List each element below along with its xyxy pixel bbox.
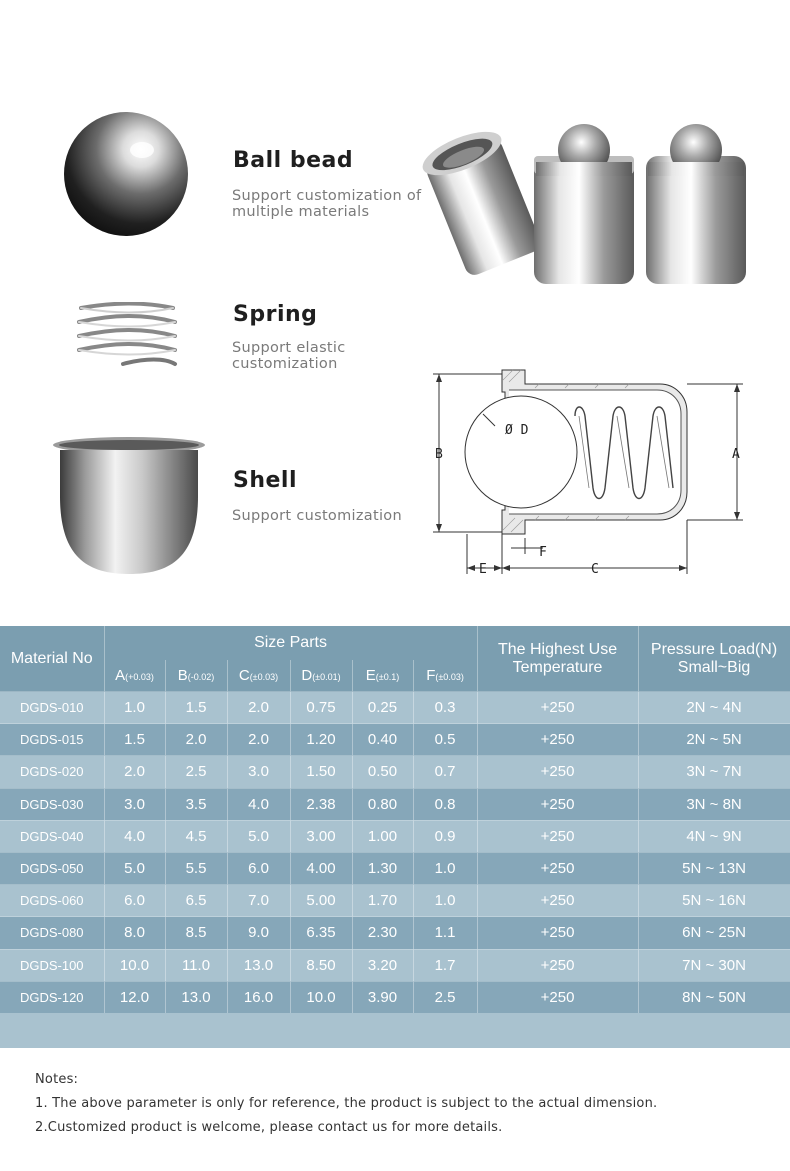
table-cell: 5.0 — [227, 820, 290, 852]
col-dim-b: B(-0.02) — [165, 660, 227, 692]
table-cell: DGDS-050 — [0, 852, 104, 884]
table-cell: 0.8 — [413, 788, 477, 820]
table-cell: 1.30 — [352, 852, 413, 884]
table-cell: 6N ~ 25N — [638, 917, 790, 949]
table-row — [0, 949, 790, 981]
table-cell: 11.0 — [165, 949, 227, 981]
shell-image — [52, 436, 207, 578]
col-material-no: Material No — [0, 626, 104, 692]
table-cell: 7.0 — [227, 885, 290, 917]
table-cell: 0.5 — [413, 724, 477, 756]
table-cell: 6.35 — [290, 917, 352, 949]
table-cell: 0.80 — [352, 788, 413, 820]
spring-title: Spring — [233, 302, 318, 327]
col-pressure-load: Pressure Load(N) Small~Big — [638, 626, 790, 692]
table-cell: 8.50 — [290, 949, 352, 981]
table-cell: DGDS-040 — [0, 820, 104, 852]
ball-bead-title: Ball bead — [233, 148, 354, 173]
table-cell: 10.0 — [104, 949, 165, 981]
table-row — [0, 692, 790, 724]
dim-label-d: Ø D — [505, 423, 529, 438]
table-cell: 4.0 — [104, 820, 165, 852]
table-cell: 4.00 — [290, 852, 352, 884]
table-row — [0, 885, 790, 917]
table-cell: DGDS-015 — [0, 724, 104, 756]
table-cell: 5.5 — [165, 852, 227, 884]
spring-desc: Support elastic customization — [232, 340, 346, 372]
dim-label-c: C — [591, 562, 599, 577]
table-row — [0, 917, 790, 949]
ball-bead-image — [62, 110, 192, 240]
shell-desc: Support customization — [232, 508, 402, 524]
table-cell: 0.50 — [352, 756, 413, 788]
table-cell: 10.0 — [290, 981, 352, 1013]
table-cell: DGDS-010 — [0, 692, 104, 724]
table-cell: 4N ~ 9N — [638, 820, 790, 852]
spec-table — [0, 626, 790, 1048]
table-cell: 1.50 — [290, 756, 352, 788]
table-row — [0, 981, 790, 1013]
table-cell: 4.0 — [227, 788, 290, 820]
table-cell: 3N ~ 7N — [638, 756, 790, 788]
table-cell: 13.0 — [227, 949, 290, 981]
table-cell: 1.20 — [290, 724, 352, 756]
table-cell: 0.40 — [352, 724, 413, 756]
table-cell: 0.75 — [290, 692, 352, 724]
table-cell: 2.0 — [227, 724, 290, 756]
dim-label-b: B — [435, 447, 443, 462]
table-cell: +250 — [477, 788, 638, 820]
dim-label-e: E — [479, 562, 487, 577]
table-cell: 5.0 — [104, 852, 165, 884]
table-cell: 1.0 — [413, 852, 477, 884]
table-cell: +250 — [477, 917, 638, 949]
table-cell: 1.5 — [165, 692, 227, 724]
table-cell: 9.0 — [227, 917, 290, 949]
table-cell: 8.5 — [165, 917, 227, 949]
notes-line-1: 1. The above parameter is only for reference, the product is subject to the actual dimension. — [35, 1096, 658, 1111]
table-row — [0, 820, 790, 852]
table-cell: +250 — [477, 949, 638, 981]
table-cell: +250 — [477, 756, 638, 788]
table-cell: 1.7 — [413, 949, 477, 981]
ball-bead-desc: Support customization of multiple materials — [232, 188, 422, 220]
table-cell: 2.0 — [227, 692, 290, 724]
dim-label-a: A — [732, 447, 740, 462]
technical-drawing — [425, 368, 755, 578]
table-cell: +250 — [477, 885, 638, 917]
table-cell: 2.5 — [165, 756, 227, 788]
table-cell: 5N ~ 16N — [638, 885, 790, 917]
table-cell: 0.3 — [413, 692, 477, 724]
table-cell: 3.20 — [352, 949, 413, 981]
dim-label-f: F — [539, 545, 547, 560]
table-cell: 1.0 — [104, 692, 165, 724]
table-cell: 0.9 — [413, 820, 477, 852]
table-cell: 0.25 — [352, 692, 413, 724]
table-cell: 6.0 — [104, 885, 165, 917]
table-cell: 8.0 — [104, 917, 165, 949]
table-cell: DGDS-080 — [0, 917, 104, 949]
ball-plunger-photo — [410, 118, 755, 290]
spring-image — [75, 302, 180, 372]
table-cell: 12.0 — [104, 981, 165, 1013]
table-cell: DGDS-100 — [0, 949, 104, 981]
table-cell: 3.00 — [290, 820, 352, 852]
table-cell: 4.5 — [165, 820, 227, 852]
table-cell: 6.0 — [227, 852, 290, 884]
table-cell: 0.7 — [413, 756, 477, 788]
size-parts-header: Size Parts — [104, 626, 477, 660]
table-cell: 7N ~ 30N — [638, 949, 790, 981]
table-row — [0, 724, 790, 756]
notes-heading: Notes: — [35, 1072, 79, 1087]
table-cell: 3.0 — [104, 788, 165, 820]
table-cell: 2N ~ 4N — [638, 692, 790, 724]
notes-line-2: 2.Customized product is welcome, please contact us for more details. — [35, 1120, 503, 1135]
col-temperature: The Highest Use Temperature — [477, 626, 638, 692]
table-cell: 2.38 — [290, 788, 352, 820]
table-cell: +250 — [477, 852, 638, 884]
table-cell: 3N ~ 8N — [638, 788, 790, 820]
table-cell: 2.0 — [104, 756, 165, 788]
table-cell: 1.5 — [104, 724, 165, 756]
table-cell: 1.0 — [413, 885, 477, 917]
table-cell: DGDS-030 — [0, 788, 104, 820]
table-cell: +250 — [477, 692, 638, 724]
table-cell: 1.00 — [352, 820, 413, 852]
table-cell: 2.30 — [352, 917, 413, 949]
table-cell: DGDS-120 — [0, 981, 104, 1013]
col-dim-d: D(±0.01) — [290, 660, 352, 692]
table-cell: 16.0 — [227, 981, 290, 1013]
table-cell: +250 — [477, 820, 638, 852]
table-row — [0, 852, 790, 884]
table-cell: 5N ~ 13N — [638, 852, 790, 884]
table-cell: DGDS-020 — [0, 756, 104, 788]
table-cell: 1.1 — [413, 917, 477, 949]
table-cell: 13.0 — [165, 981, 227, 1013]
table-cell: 3.5 — [165, 788, 227, 820]
table-cell: +250 — [477, 724, 638, 756]
col-dim-a: A(+0.03) — [104, 660, 165, 692]
table-cell: 2N ~ 5N — [638, 724, 790, 756]
table-cell: +250 — [477, 981, 638, 1013]
table-cell: 1.70 — [352, 885, 413, 917]
table-cell: 8N ~ 50N — [638, 981, 790, 1013]
table-cell: 2.5 — [413, 981, 477, 1013]
shell-title: Shell — [233, 468, 298, 493]
table-row — [0, 756, 790, 788]
table-row — [0, 788, 790, 820]
col-dim-c: C(±0.03) — [227, 660, 290, 692]
table-cell: 6.5 — [165, 885, 227, 917]
table-cell: DGDS-060 — [0, 885, 104, 917]
table-cell: 3.90 — [352, 981, 413, 1013]
table-cell: 3.0 — [227, 756, 290, 788]
table-cell: 5.00 — [290, 885, 352, 917]
col-dim-e: E(±0.1) — [352, 660, 413, 692]
col-dim-f: F(±0.03) — [413, 660, 477, 692]
table-cell: 2.0 — [165, 724, 227, 756]
